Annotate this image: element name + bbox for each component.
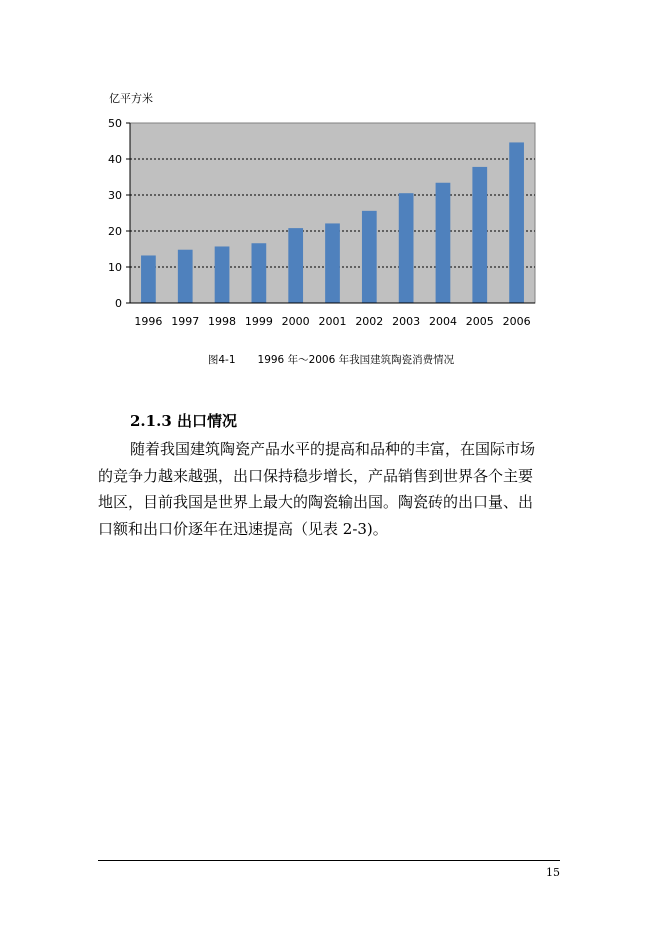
x-tick-label: 2002 bbox=[355, 315, 384, 328]
figure-caption bbox=[0, 352, 662, 367]
y-tick-label: 30 bbox=[108, 189, 122, 202]
bar-2000 bbox=[288, 228, 303, 303]
x-tick-label: 1999 bbox=[244, 315, 273, 328]
y-tick-label: 20 bbox=[108, 225, 122, 238]
bar-1996 bbox=[141, 255, 156, 303]
y-tick-label: 50 bbox=[108, 117, 122, 130]
paragraph-line: 地区，目前我国是世界上最大的陶瓷输出国。陶瓷砖的出口量、出 bbox=[98, 493, 534, 511]
consumption-bar-chart bbox=[95, 90, 555, 340]
paragraph-line: 随着我国建筑陶瓷产品水平的提高和品种的丰富，在国际市场 bbox=[130, 440, 536, 458]
x-tick-label: 1997 bbox=[171, 315, 200, 328]
bar-2005 bbox=[472, 167, 487, 303]
paragraph-line: 的竞争力越来越强，出口保持稳步增长，产品销售到世界各个主要 bbox=[98, 466, 534, 485]
bar-2002 bbox=[362, 211, 377, 303]
bar-2001 bbox=[325, 223, 340, 303]
x-tick-label: 2006 bbox=[502, 315, 531, 328]
y-tick-label: 10 bbox=[108, 261, 122, 274]
bar-2004 bbox=[436, 183, 451, 303]
x-tick-label: 2001 bbox=[318, 315, 347, 328]
figure-number: 图4-1 bbox=[207, 354, 236, 366]
x-tick-label: 2005 bbox=[465, 315, 494, 328]
section-heading: 2.1.3 出口情况 bbox=[130, 412, 237, 430]
bar-2006 bbox=[509, 142, 524, 303]
x-tick-label: 2000 bbox=[281, 315, 310, 328]
y-tick-label: 40 bbox=[108, 153, 122, 166]
x-tick-label: 2003 bbox=[392, 315, 421, 328]
x-tick-label: 2004 bbox=[428, 315, 457, 328]
bar-2003 bbox=[399, 193, 414, 303]
bar-1998 bbox=[215, 246, 230, 303]
paragraph-line: 口额和出口价逐年在迅速提高（见表 2-3)。 bbox=[98, 519, 388, 538]
footer-rule bbox=[98, 860, 560, 861]
body-paragraph bbox=[98, 436, 560, 542]
y-tick-label: 0 bbox=[115, 297, 122, 310]
chart-svg bbox=[95, 90, 555, 340]
bar-1997 bbox=[178, 250, 193, 303]
x-tick-label: 1996 bbox=[134, 315, 163, 328]
page-number: 15 bbox=[546, 866, 560, 879]
y-tick-labels bbox=[108, 117, 130, 310]
x-tick-labels bbox=[134, 315, 530, 328]
figure-caption-text: 1996 年～2006 年我国建筑陶瓷消费情况 bbox=[257, 354, 455, 366]
y-axis-label: 亿平方米 bbox=[109, 92, 153, 105]
x-tick-label: 1998 bbox=[208, 315, 237, 328]
bar-1999 bbox=[252, 243, 267, 303]
